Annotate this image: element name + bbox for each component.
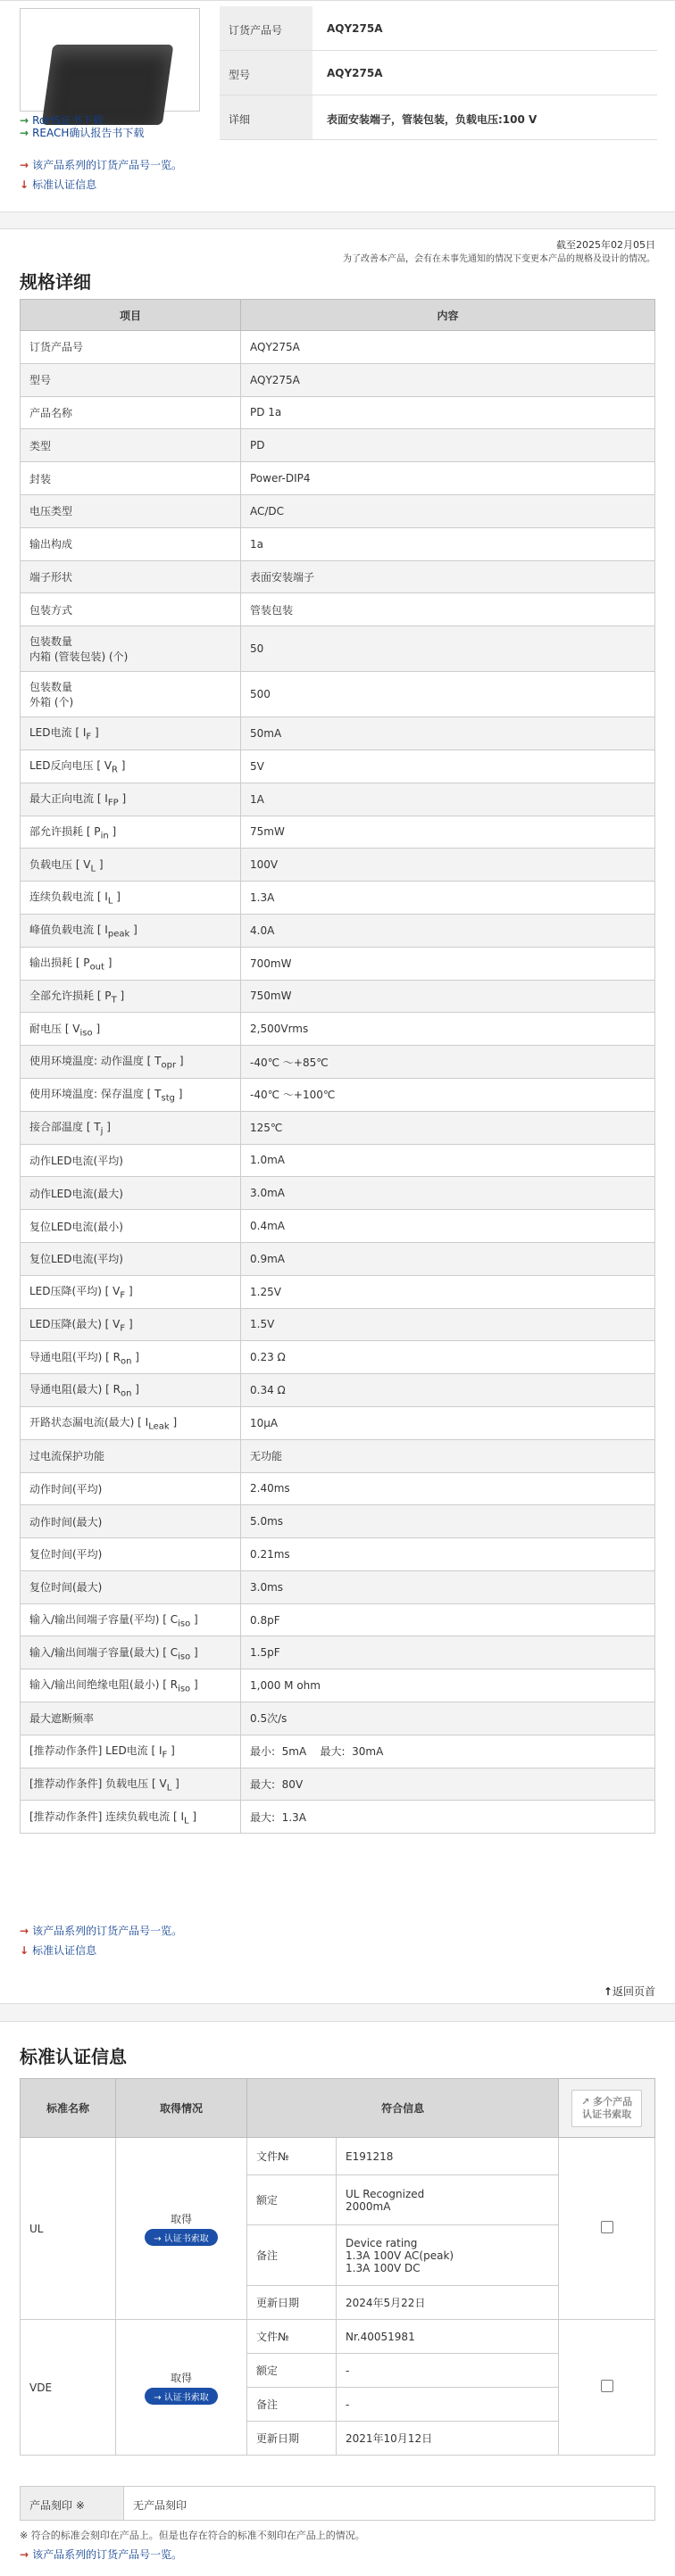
- spec-item-label: 输入/输出间绝缘电阻(最小) [ $R_{iso}$ ]: [21, 1669, 241, 1702]
- spec-row: [21, 1078, 655, 1111]
- back-to-top-link[interactable]: 返回页首: [612, 1985, 655, 1998]
- spec-item-label: 动作LED电流(平均): [21, 1144, 241, 1177]
- col-content: 内容: [241, 300, 655, 331]
- cert-card: [0, 2021, 675, 2576]
- spec-row: [21, 1505, 655, 1538]
- spec-item-value: PD: [241, 429, 655, 462]
- spec-item-label: 使用环境温度: 保存温度 [ $T_{stg}$ ]: [21, 1078, 241, 1111]
- standard-ul: UL: [21, 2138, 116, 2320]
- spec-item-label: 输出损耗 [ $P_{out}$ ]: [21, 947, 241, 980]
- spec-item-label: 使用环境温度: 动作温度 [ $T_{opr}$ ]: [21, 1046, 241, 1079]
- spec-row: [21, 429, 655, 462]
- spec-item-value: 5.0ms: [241, 1505, 655, 1538]
- vde-note: -: [337, 2388, 559, 2422]
- spec-item-value: 1.3A: [241, 882, 655, 915]
- spec-item-value: 管装包装: [241, 593, 655, 626]
- spec-item-label: 最大正向电流 [ $I_{FP}$ ]: [21, 783, 241, 816]
- spec-item-label: 型号: [21, 363, 241, 396]
- spec-item-label: 接合部温度 [ $T_j$ ]: [21, 1111, 241, 1144]
- spec-row: [21, 947, 655, 980]
- spec-row: [21, 750, 655, 783]
- ul-doc: E191218: [337, 2138, 559, 2175]
- summary-value: AQY275A: [327, 22, 383, 35]
- spec-row: [21, 980, 655, 1013]
- marking-footnote: ※ 符合的标准会刻印在产品上。但是也存在符合的标准不刻印在产品上的情况。: [20, 2530, 365, 2541]
- spec-item-value: 500: [241, 672, 655, 717]
- spec-item-value: -40℃ ～+100℃: [241, 1078, 655, 1111]
- spec-item-value: 2,500Vrms: [241, 1013, 655, 1046]
- product-summary-card: [0, 0, 675, 212]
- spec-item-value: PD 1a: [241, 396, 655, 429]
- spec-item-label: 类型: [21, 429, 241, 462]
- spec-notice: 为了改善本产品，会有在未事先通知的情况下变更本产品的规格及设计的情况。: [343, 254, 655, 264]
- vde-updated: 2021年10月12日: [337, 2422, 559, 2456]
- spec-row: [21, 1308, 655, 1341]
- cert-title: 标准认证信息: [20, 2046, 127, 2067]
- external-link-icon: ↗: [581, 2095, 594, 2108]
- ul-select-checkbox[interactable]: [601, 2221, 613, 2233]
- spec-row: [21, 1406, 655, 1439]
- spec-item-value: 最大: 1.3A: [241, 1801, 655, 1834]
- spec-item-label: 动作时间(最大): [21, 1505, 241, 1538]
- arrow-right-icon: →: [20, 159, 29, 171]
- spec-item-label: 复位时间(最大): [21, 1570, 241, 1603]
- spec-item-label: LED压降(最大) [ $V_F$ ]: [21, 1308, 241, 1341]
- spec-item-value: 1a: [241, 527, 655, 560]
- spec-item-value: 2.40ms: [241, 1472, 655, 1505]
- label-note: 备注: [247, 2225, 337, 2286]
- cert-table: [20, 2078, 655, 2456]
- spec-item-label: 耐电压 [ $V_{iso}$ ]: [21, 1013, 241, 1046]
- spec-item-label: 负载电压 [ $V_L$ ]: [21, 849, 241, 882]
- spec-row: [21, 462, 655, 495]
- summary-label: 详细: [220, 95, 312, 139]
- spec-row: [21, 1735, 655, 1768]
- spec-item-label: 产品名称: [21, 396, 241, 429]
- spec-item-value: 75mW: [241, 816, 655, 849]
- spec-item-value: 1.5pF: [241, 1636, 655, 1669]
- spec-item-value: 3.0mA: [241, 1177, 655, 1210]
- spec-item-label: 最大遮断频率: [21, 1702, 241, 1735]
- spec-item-value: 1.0mA: [241, 1144, 655, 1177]
- spec-item-value: 无功能: [241, 1439, 655, 1472]
- spec-item-label: 部允许损耗 [ $P_{in}$ ]: [21, 816, 241, 849]
- summary-label: 订货产品号: [220, 6, 312, 50]
- spec-item-value: 3.0ms: [241, 1570, 655, 1603]
- spec-item-label: 输出构成: [21, 527, 241, 560]
- spec-row: [21, 882, 655, 915]
- spec-row: [21, 494, 655, 527]
- spec-item-value: 表面安装端子: [241, 560, 655, 593]
- spec-row: [21, 816, 655, 849]
- spec-row: [21, 1669, 655, 1702]
- spec-row: [21, 1538, 655, 1571]
- cert-info-link-2[interactable]: 标准认证信息: [32, 1944, 97, 1957]
- spec-item-value: 4.0A: [241, 914, 655, 947]
- spec-item-value: 0.4mA: [241, 1210, 655, 1243]
- spec-item-value: 0.21ms: [241, 1538, 655, 1571]
- spec-item-label: 包装方式: [21, 593, 241, 626]
- spec-item-label: 复位LED电流(最小): [21, 1210, 241, 1243]
- col-standard: 标准名称: [21, 2079, 116, 2138]
- arrow-down-icon: ↓: [20, 178, 29, 191]
- label-updated: 更新日期: [247, 2286, 337, 2320]
- spec-item-value: -40℃ ～+85℃: [241, 1046, 655, 1079]
- spec-item-value: AC/DC: [241, 494, 655, 527]
- spec-item-label: 包装数量 内箱 (管装包装) (个): [21, 626, 241, 672]
- spec-title: 规格详细: [20, 271, 91, 293]
- spec-item-value: AQY275A: [241, 363, 655, 396]
- spec-row: [21, 626, 655, 672]
- spec-row: [21, 1636, 655, 1669]
- arrow-right-icon: →: [20, 127, 29, 139]
- product-image: [20, 8, 200, 112]
- spec-item-label: 连续负载电流 [ $I_L$ ]: [21, 882, 241, 915]
- ul-rating: UL Recognized 2000mA: [337, 2175, 559, 2225]
- spec-row: [21, 396, 655, 429]
- summary-value: AQY275A: [327, 67, 383, 79]
- spec-item-label: LED电流 [ $I_F$ ]: [21, 717, 241, 750]
- series-list-link-2[interactable]: 该产品系列的订货产品号一览。: [32, 1925, 183, 1937]
- cert-request-badge-vde[interactable]: → 认证书索取: [145, 2388, 218, 2405]
- spec-row: [21, 849, 655, 882]
- col-status: 取得情况: [116, 2079, 247, 2138]
- ul-note: Device rating 1.3A 100V AC(peak) 1.3A 100V DC: [337, 2225, 559, 2286]
- spec-row: [21, 1801, 655, 1834]
- spec-row: [21, 672, 655, 717]
- spec-item-value: 700mW: [241, 947, 655, 980]
- spec-item-label: [推荐动作条件] LED电流 [ $I_F$ ]: [21, 1735, 241, 1768]
- spec-item-value: 125℃: [241, 1111, 655, 1144]
- spec-item-label: 输入/输出间端子容量(最大) [ $C_{iso}$ ]: [21, 1636, 241, 1669]
- series-list-link-3[interactable]: 该产品系列的订货产品号一览。: [32, 2548, 183, 2561]
- spec-row: [21, 363, 655, 396]
- spec-row: [21, 1439, 655, 1472]
- rohs-download-link[interactable]: RoHS证书下载: [32, 114, 104, 127]
- spec-item-value: 10μA: [241, 1406, 655, 1439]
- cert-info-link[interactable]: 标准认证信息: [32, 178, 97, 191]
- label-doc: 文件№: [247, 2320, 337, 2354]
- spec-row: [21, 1013, 655, 1046]
- summary-value: 表面安装端子，管装包装，负载电压:100 V: [327, 113, 538, 126]
- standard-vde: VDE: [21, 2320, 116, 2456]
- col-info: 符合信息: [247, 2079, 559, 2138]
- spec-item-label: 过电流保护功能: [21, 1439, 241, 1472]
- spec-row: [21, 331, 655, 364]
- ul-updated: 2024年5月22日: [337, 2286, 559, 2320]
- arrow-right-icon: →: [20, 114, 29, 127]
- arrow-right-icon: →: [154, 2234, 164, 2244]
- arrow-right-icon: →: [20, 2548, 29, 2561]
- arrow-right-icon: →: [154, 2393, 164, 2403]
- spec-row: [21, 1177, 655, 1210]
- spec-row: [21, 1046, 655, 1079]
- spec-row: [21, 1768, 655, 1801]
- spec-item-value: 750mW: [241, 980, 655, 1013]
- spec-item-value: 0.9mA: [241, 1242, 655, 1275]
- multi-cert-request-button[interactable]: [571, 2090, 642, 2127]
- summary-label: 型号: [220, 51, 312, 95]
- spec-item-label: 动作LED电流(最大): [21, 1177, 241, 1210]
- spec-item-value: 最小: 5mA 最大: 30mA: [241, 1735, 655, 1768]
- spec-row: [21, 527, 655, 560]
- spec-item-value: 5V: [241, 750, 655, 783]
- spec-row: [21, 1242, 655, 1275]
- spec-item-label: 复位时间(平均): [21, 1538, 241, 1571]
- spec-row: [21, 783, 655, 816]
- spec-row: [21, 593, 655, 626]
- label-note: 备注: [247, 2388, 337, 2422]
- spec-row: [21, 1702, 655, 1735]
- spec-item-value: 1.5V: [241, 1308, 655, 1341]
- spec-item-label: 输入/输出间端子容量(平均) [ $C_{iso}$ ]: [21, 1603, 241, 1636]
- spec-item-label: 开路状态漏电流(最大) [ $I_{Leak}$ ]: [21, 1406, 241, 1439]
- spec-item-value: AQY275A: [241, 331, 655, 364]
- reach-download-link[interactable]: REACH确认报告书下载: [32, 127, 145, 139]
- arrow-down-icon: ↓: [20, 1944, 29, 1957]
- spec-row: [21, 1374, 655, 1407]
- spec-item-label: 复位LED电流(平均): [21, 1242, 241, 1275]
- spec-item-value: 50: [241, 626, 655, 672]
- spec-item-label: 端子形状: [21, 560, 241, 593]
- spec-row: [21, 560, 655, 593]
- spec-item-label: 全部允许损耗 [ $P_T$ ]: [21, 980, 241, 1013]
- spec-row: [21, 914, 655, 947]
- spec-row: [21, 1472, 655, 1505]
- label-rating: 额定: [247, 2354, 337, 2388]
- spec-item-value: 1A: [241, 783, 655, 816]
- spec-item-label: [推荐动作条件] 连续负载电流 [ $I_L$ ]: [21, 1801, 241, 1834]
- spec-row: [21, 1210, 655, 1243]
- spec-item-label: 电压类型: [21, 494, 241, 527]
- spec-item-value: Power-DIP4: [241, 462, 655, 495]
- label-updated: 更新日期: [247, 2422, 337, 2456]
- spec-row: [21, 1275, 655, 1308]
- spec-item-label: 订货产品号: [21, 331, 241, 364]
- spec-item-label: 峰值负载电流 [ $I_{peak}$ ]: [21, 914, 241, 947]
- spec-item-label: LED压降(平均) [ $V_F$ ]: [21, 1275, 241, 1308]
- spec-row: [21, 1144, 655, 1177]
- spec-item-value: 50mA: [241, 717, 655, 750]
- arrow-right-icon: →: [20, 1925, 29, 1937]
- spec-item-value: 0.34 Ω: [241, 1374, 655, 1407]
- vde-select-checkbox[interactable]: [601, 2380, 613, 2392]
- vde-doc: Nr.40051981: [337, 2320, 559, 2354]
- spec-detail-card: [0, 228, 675, 2004]
- spec-item-label: LED反向电压 [ $V_R$ ]: [21, 750, 241, 783]
- vde-rating: -: [337, 2354, 559, 2388]
- spec-item-value: 0.5次/s: [241, 1702, 655, 1735]
- spec-item-label: 封装: [21, 462, 241, 495]
- spec-item-value: 最大: 80V: [241, 1768, 655, 1801]
- cert-request-badge-ul[interactable]: → 认证书索取: [145, 2229, 218, 2246]
- spec-item-label: 导通电阻(平均) [ $R_{on}$ ]: [21, 1341, 241, 1374]
- label-rating: 额定: [247, 2175, 337, 2225]
- spec-item-label: 导通电阻(最大) [ $R_{on}$ ]: [21, 1374, 241, 1407]
- col-item: 项目: [21, 300, 241, 331]
- as-of-date: 截至2025年02月05日: [556, 239, 655, 251]
- spec-item-value: 1,000 M ohm: [241, 1669, 655, 1702]
- multi-cert-label: 多个产品 认证书索取: [582, 2095, 633, 2120]
- product-marking-table: [20, 2486, 655, 2521]
- status-acquired: 取得: [170, 2372, 192, 2384]
- arrow-up-icon: ↑: [603, 1985, 612, 1998]
- spec-item-value: 0.8pF: [241, 1603, 655, 1636]
- spec-row: [21, 717, 655, 750]
- series-list-link[interactable]: 该产品系列的订货产品号一览。: [32, 159, 183, 171]
- spec-item-label: [推荐动作条件] 负载电压 [ $V_L$ ]: [21, 1768, 241, 1801]
- spec-row: [21, 1341, 655, 1374]
- label-doc: 文件№: [247, 2138, 337, 2175]
- summary-table: [220, 6, 657, 126]
- marking-value: 无产品刻印: [133, 2499, 188, 2512]
- spec-row: [21, 1111, 655, 1144]
- status-acquired: 取得: [170, 2213, 192, 2225]
- spec-row: [21, 1603, 655, 1636]
- spec-item-value: 100V: [241, 849, 655, 882]
- marking-label: 产品刻印 ※: [21, 2487, 124, 2520]
- spec-table: [20, 299, 655, 1834]
- spec-row: [21, 1570, 655, 1603]
- spec-item-value: 0.23 Ω: [241, 1341, 655, 1374]
- spec-item-label: 包装数量 外箱 (个): [21, 672, 241, 717]
- spec-item-value: 1.25V: [241, 1275, 655, 1308]
- spec-item-label: 动作时间(平均): [21, 1472, 241, 1505]
